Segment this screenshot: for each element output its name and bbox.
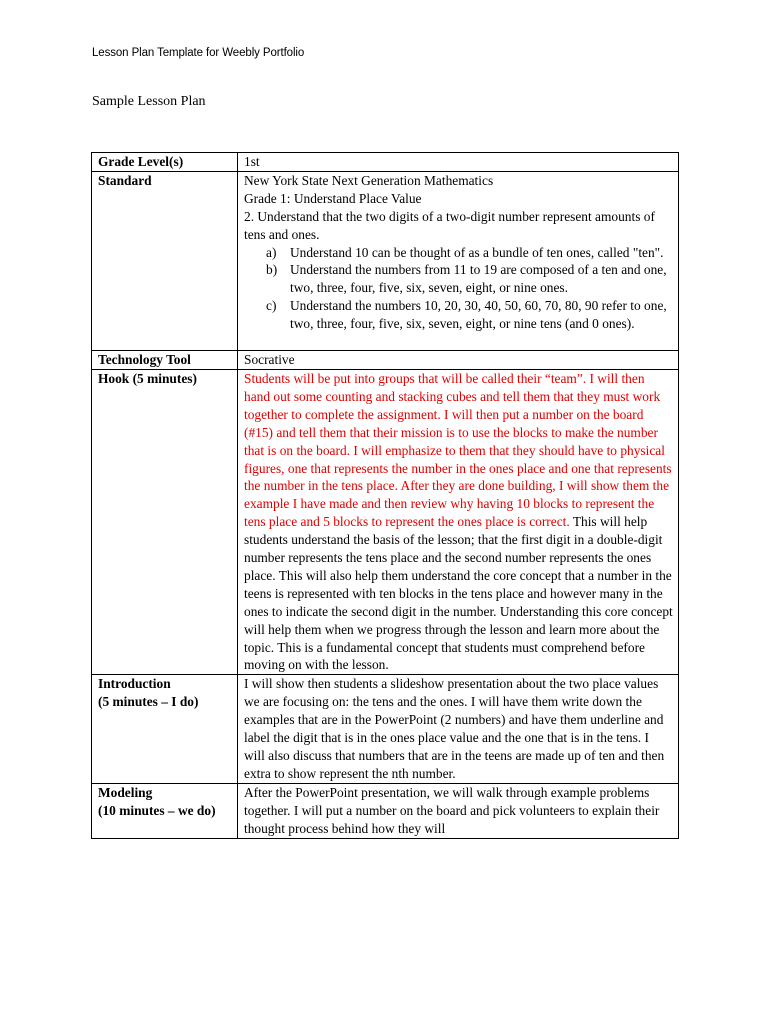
hook-black-text: This will help students understand the basis of the lesson; that the first digit in a double-digit number represents the tens place and the second number represents the ones place. This will also help them understand the core concept that a number in the teens is represented with ten blocks in the tens place and however many in the ones to indicate the second digit in the number. Understanding this core concept will help them when we progress through the lesson and learn more about the topic. This is a fundamental concept that students must comprehend before moving on with the lesson. [244,514,673,673]
modeling-label [92,783,238,838]
technology-value: Socrative [238,351,679,370]
list-item [266,244,673,262]
list-item-text: Understand the numbers 10, 20, 30, 40, 50, 60, 70, 80, 90 refer to one, two, three, four, five, six, seven, eight, or nine tens (and 0 ones). [290,298,667,332]
list-item [266,261,673,297]
table-row-technology [92,351,679,370]
technology-label: Technology Tool [92,351,238,370]
grade-value: 1st [238,153,679,172]
table-row-hook [92,369,679,674]
modeling-label-line-1: Modeling [98,784,153,800]
introduction-label-line-2: (5 minutes – I do) [98,694,199,710]
hook-label: Hook (5 minutes) [92,369,238,674]
table-row-grade [92,153,679,172]
standard-line-2: Grade 1: Understand Place Value [244,190,422,206]
modeling-value: After the PowerPoint presentation, we will walk through example problems together. I will put a number on the board and pick volunteers to explain their thought process behind how they will [238,783,679,838]
table-row-modeling [92,783,679,838]
standard-line-3: 2. Understand that the two digits of a two-digit number represent amounts of tens and ones. [244,208,655,242]
hook-value [238,369,679,674]
list-marker: b) [266,262,278,278]
list-item-text: Understand the numbers from 11 to 19 are composed of a ten and one, two, three, four, five, six, seven, eight, or nine ones. [290,262,667,296]
introduction-label [92,675,238,783]
hook-red-text: Students will be put into groups that will be called their “team”. I will then hand out some counting and stacking cubes and tell them that they must work together to complete the assignment. I will then put a number on the board (#15) and tell them that their mission is to use the blocks to make the number that is on the board. I will emphasize to them that they should have to physical figures, one that represents the number in the ones place and one that represents the number in the tens place. After they are done building, I will show them the example I have made and then review why having 10 blocks to represent the tens place and 5 blocks to represent the ones place is correct. [244,370,672,530]
standard-label: Standard [92,171,238,350]
lesson-plan-table [91,152,679,839]
document-header: Lesson Plan Template for Weebly Portfolio [92,47,305,59]
modeling-label-line-2: (10 minutes – we do) [98,802,216,818]
list-item [266,297,673,333]
table-row-introduction [92,675,679,783]
list-marker: a) [266,244,277,260]
list-item-text: Understand 10 can be thought of as a bundle of ten ones, called "ten". [290,244,664,260]
standard-line-1: New York State Next Generation Mathematics [244,172,494,188]
table-row-standard [92,171,679,350]
standard-value [238,171,679,350]
introduction-value: I will show then students a slideshow presentation about the two place values we are focusing on: the tens and the ones. I will have them write down the examples that are in the PowerPoint (2 numbers) and have them underline and label the digit that is in the ones place value and the one that is in the tens. I will also discuss that numbers that are in the teens are made up of ten and then extra to show represent the nth number. [238,675,679,783]
introduction-label-line-1: Introduction [98,676,171,692]
standard-sublist [244,244,673,334]
list-marker: c) [266,298,277,314]
document-subtitle: Sample Lesson Plan [92,94,206,109]
grade-label: Grade Level(s) [92,153,238,172]
